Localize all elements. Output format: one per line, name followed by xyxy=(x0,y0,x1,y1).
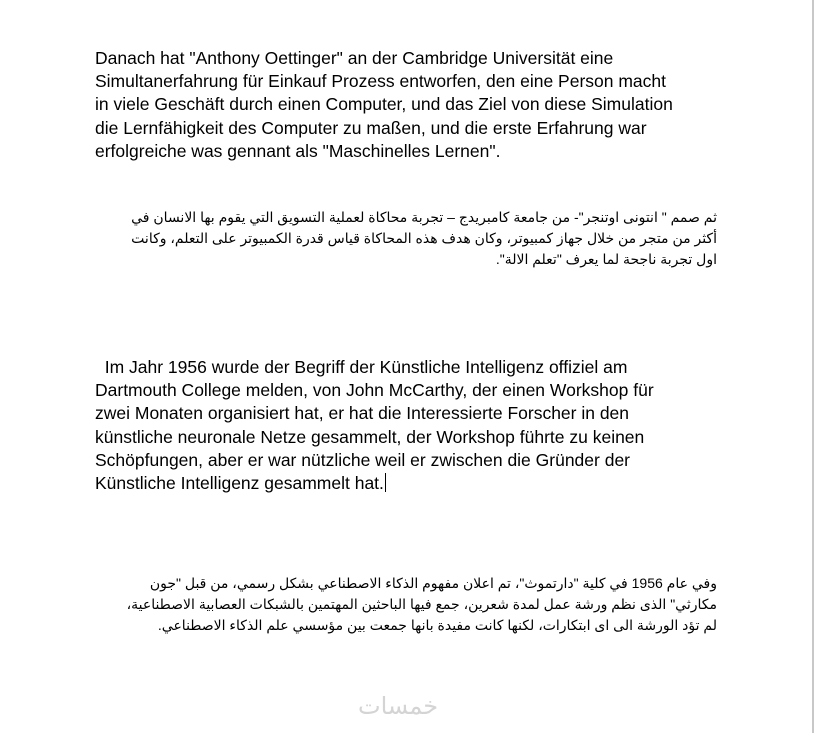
text-line-content: Künstliche Intelligenz gesammelt hat. xyxy=(95,473,384,494)
text-line: أكثر من متجر من خلال جهاز كمبيوتر، وكان هدف هذه المحاكاة قياس قدرة الكمبيوتر على التعلم، وكانت xyxy=(131,230,717,246)
text-line: Dartmouth College melden, von John McCarthy, der einen Workshop für xyxy=(95,380,654,401)
watermark-logo: خمسات xyxy=(358,693,439,720)
text-line: Im Jahr 1956 wurde der Begriff der Künstliche Intelligenz offiziel am xyxy=(95,357,628,377)
text-line: künstliche neuronale Netze gesammelt, der Workshop führte zu keinen xyxy=(95,426,645,447)
text-line: in viele Geschäft durch einen Computer, und das Ziel von diese Simulation xyxy=(95,94,673,115)
text-line: erfolgreiche was gennant als "Maschinelles Lernen". xyxy=(95,140,501,161)
paragraph-german-oettinger xyxy=(95,47,735,163)
text-line: Schöpfungen, aber er war nützliche weil er zwischen die Gründer der xyxy=(95,449,631,470)
text-line: Danach hat "Anthony Oettinger" an der Cambridge Universität eine xyxy=(95,48,614,68)
text-line: zwei Monaten organisiert hat, er hat die Interessierte Forscher in den xyxy=(95,403,630,424)
paragraph-arabic-oettinger xyxy=(77,207,717,270)
text-line: ثم صمم " انتونى اوتنجر"- من جامعة كامبريدج – تجربة محاكاة لعملية التسويق التي يقوم بها الانسان في xyxy=(131,209,717,225)
text-line: Simultanerfahrung für Einkauf Prozess entworfen, den eine Person macht xyxy=(95,71,667,92)
text-line: اول تجربة ناجحة لما يعرف "تعلم الالة". xyxy=(495,251,717,267)
text-line-last xyxy=(95,472,735,495)
text-line: مكارثي" الذى نظم ورشة عمل لمدة شعرين، جمع فيها الباحثين المهتمين بالشبكات العصابية الاصطناعية، xyxy=(126,596,717,612)
text-line: وفي عام 1956 في كلية "دارتموث"، تم اعلان مفهوم الذكاء الاصطناعي بشكل رسمي، من قبل "جون xyxy=(149,575,717,591)
paragraph-german-dartmouth xyxy=(95,356,735,495)
text-line: die Lernfähigkeit des Computer zu maßen, und die erste Erfahrung war xyxy=(95,117,647,138)
paragraph-arabic-dartmouth xyxy=(77,573,717,636)
text-cursor xyxy=(385,473,386,492)
text-line: لم تؤد الورشة الى اى ابتكارات، لكنها كانت مفيدة بانها جمعت بين مؤسسي علم الذكاء الاصطناعي. xyxy=(157,617,717,633)
